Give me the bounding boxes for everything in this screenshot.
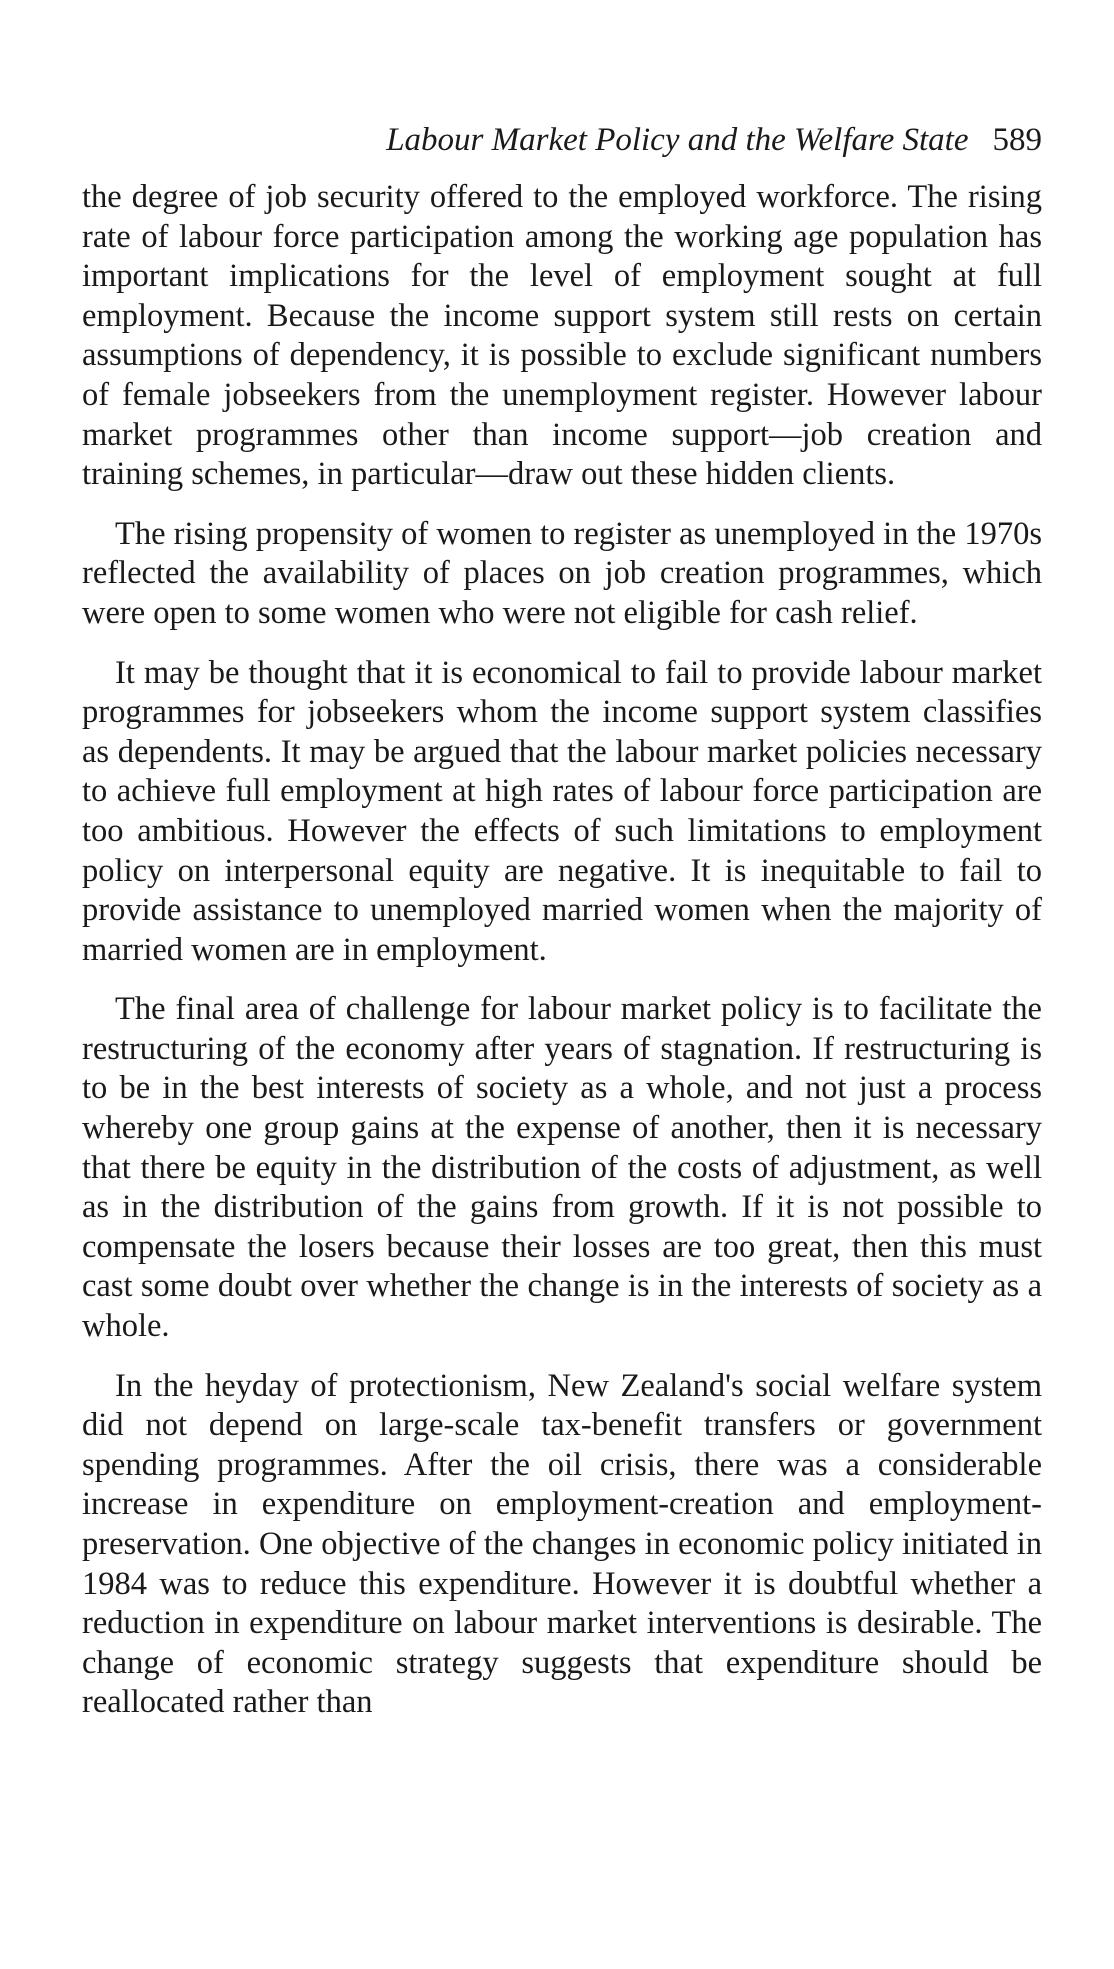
running-title: Labour Market Policy and the Welfare State [386, 122, 969, 158]
paragraph-restructuring-challenge: The final area of challenge for labour market policy is to facilitate the restructuring of the economy after years of stagnation. If restructuring is to be in the best interests of society as a whole, and not just a process whereby one group gains at the expense of another, then it is necessary that there be equity in the distribution of the costs of adjustment, as well as in the distribution of the gains from growth. If it is not possible to compensate the losers because their losses are too great, then this must cast some doubt over whether the change is in the interests of society as a whole. [82, 991, 1042, 1345]
page-number: 589 [992, 122, 1042, 158]
running-head [82, 118, 1042, 162]
paragraph-protectionism: In the heyday of protectionism, New Zealand's social welfare system did not depend on large-scale tax-benefit transfers or government spending programmes. After the oil crisis, there was a considerable increase in expenditure on employment-creation and employment-preservation. One objective of the changes in economic policy initiated in 1984 was to reduce this expenditure. However it is doubtful whether a reduction in expenditure on labour market interventions is desirable. The change of economic strategy suggests that expenditure should be reallocated rather than [82, 1367, 1042, 1721]
paragraph-continuation: the degree of job security offered to the employed workforce. The rising rate of labour force participation among the working age population has important implications for the level of employment sought at full employment. Because the income support system still rests on certain assumptions of dependency, it is possible to exclude significant numbers of female jobseekers from the unemployment register. However labour market programmes other than income support—job creation and training schemes, in particular—draw out these hidden clients. [82, 179, 1042, 493]
paragraph-economical-failure: It may be thought that it is economical to fail to provide labour market programmes for jobseekers whom the income support system classifies as dependents. It may be argued that the labour market policies necessary to achieve full employment at high rates of labour force participation are too ambitious. However the effects of such limitations to employment policy on interpersonal equity are negative. It is inequitable to fail to provide assistance to unemployed married women when the majority of married women are in employment. [82, 654, 1042, 968]
body-text [82, 178, 1042, 1743]
paragraph-women-registration: The rising propensity of women to register as unemployed in the 1970s reflected the availability of places on job creation programmes, which were open to some women who were not eligible for cash relief. [82, 515, 1042, 631]
